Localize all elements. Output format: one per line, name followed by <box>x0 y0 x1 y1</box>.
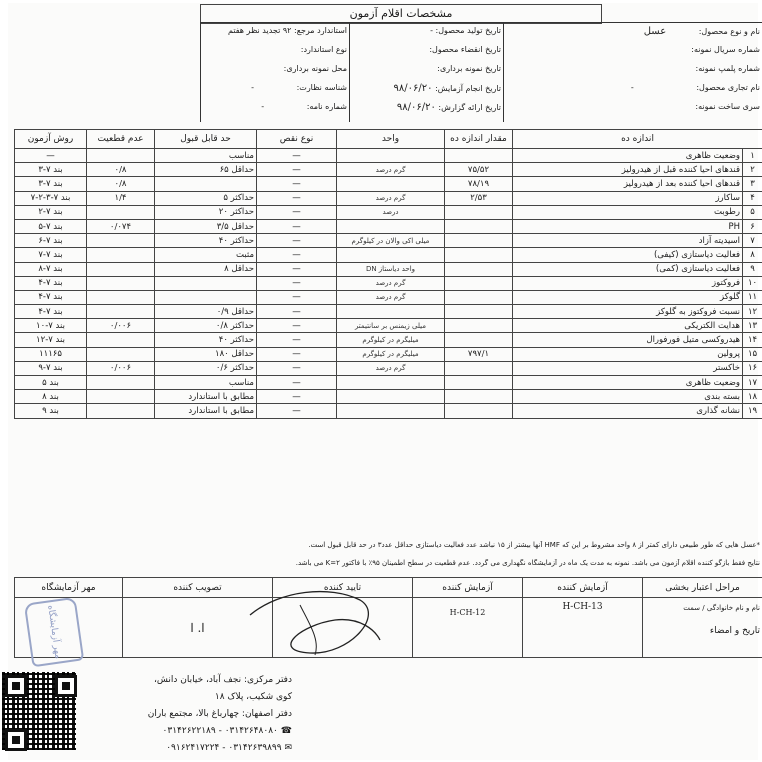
table-row <box>15 333 762 347</box>
row-index: ۱۱ <box>743 290 762 304</box>
row-unit <box>337 219 445 233</box>
header-defect: نوع نقص <box>257 130 337 149</box>
row-parameter-name: گلوکز <box>513 290 743 304</box>
row-parameter-name: قندهای احیا کننده قبل از هیدرولیز <box>513 163 743 177</box>
sig-tester-2-code: H-CH-12 <box>413 598 523 658</box>
info-left-border <box>200 22 201 122</box>
sig-row-label: نام و نام خانوادگی / سمت <box>683 604 760 612</box>
row-unit <box>337 248 445 262</box>
row-acceptable-limit <box>155 177 257 191</box>
row-uncertainty: ۰/۸ <box>87 163 155 177</box>
row-test-method: بند ۷-۴ <box>15 305 87 319</box>
row-unit: میلیگرم در کیلوگرم <box>337 333 445 347</box>
table-row <box>15 390 762 404</box>
note-line-2: نتایج فقط بازگو کننده اقلام آزمون می باشد. نمونه به مدت یک ماه در آزمایشگاه نگهداری می گردد. عدم قطعیت در سطح اطمینان ۹۵٪ با فاکتور K=۲ می باشد. <box>295 559 760 567</box>
info-item: تاریخ نمونه برداری: <box>437 64 501 73</box>
row-test-method: بند ۷-۷ <box>15 248 87 262</box>
table-row <box>15 290 762 304</box>
table-row <box>15 262 762 276</box>
fax-icon: ✉ <box>284 743 292 753</box>
row-test-method: بند ۹ <box>15 404 87 418</box>
header-name: اندازه ده <box>513 130 762 149</box>
sig-stage-cell <box>643 598 762 658</box>
row-uncertainty <box>87 333 155 347</box>
sig-tester-1-code: H-CH-13 <box>523 598 643 658</box>
row-index: ۱۳ <box>743 319 762 333</box>
row-test-method: بند ۸ <box>15 390 87 404</box>
row-measured-value <box>445 333 513 347</box>
row-uncertainty <box>87 234 155 248</box>
info-item: نام و نوع محصول: عسل <box>643 26 760 37</box>
info-item: شناسه نظارت: - <box>251 83 347 92</box>
row-index: ۱۹ <box>743 404 762 418</box>
row-measured-value: ۷۹۷/۱ <box>445 347 513 361</box>
row-defect-type: — <box>257 205 337 219</box>
row-uncertainty: ۰/۰۷۴ <box>87 219 155 233</box>
info-divider-mid <box>349 22 350 122</box>
row-index: ۱۴ <box>743 333 762 347</box>
row-defect-type: — <box>257 262 337 276</box>
row-measured-value <box>445 361 513 375</box>
row-parameter-name: فعالیت دیاستازی (کمی) <box>513 262 743 276</box>
row-index: ۱ <box>743 149 762 163</box>
row-acceptable-limit: مناسب <box>155 149 257 163</box>
header-method: روش آزمون <box>15 130 87 149</box>
row-test-method: بند ۷-۱۰ <box>15 319 87 333</box>
row-defect-type: — <box>257 305 337 319</box>
row-test-method: بند ۷-۲ <box>15 205 87 219</box>
row-uncertainty <box>87 290 155 304</box>
row-defect-type: — <box>257 149 337 163</box>
page-title: مشخصات اقلام آزمون <box>200 4 602 24</box>
row-defect-type: — <box>257 361 337 375</box>
sig-header-tester-1: آزمایش کننده <box>523 578 643 598</box>
row-acceptable-limit: حداقل ۶۵ <box>155 163 257 177</box>
info-col-left <box>202 26 347 121</box>
row-acceptable-limit: مطابق با استاندارد <box>155 390 257 404</box>
row-unit: میلیگرم در کیلوگرم <box>337 347 445 361</box>
table-row <box>15 177 762 191</box>
table-row <box>15 205 762 219</box>
info-item: محل نمونه برداری: <box>283 64 347 73</box>
row-measured-value: ۷۸/۱۹ <box>445 177 513 191</box>
row-test-method: ۱۱۱۶۵ <box>15 347 87 361</box>
row-measured-value: ۷۵/۵۲ <box>445 163 513 177</box>
info-item: شماره نامه: - <box>261 102 347 111</box>
lab-stamp <box>24 597 84 668</box>
row-acceptable-limit <box>155 290 257 304</box>
row-acceptable-limit: مثبت <box>155 248 257 262</box>
row-parameter-name: هیدروکسی متیل فورفورال <box>513 333 743 347</box>
footer-line-2: کوی شکیب، پلاک ۱۸ <box>214 692 292 702</box>
info-item: شماره پلمپ نمونه: <box>695 64 760 73</box>
info-item: شماره سریال نمونه: <box>691 45 760 54</box>
row-defect-type: — <box>257 404 337 418</box>
row-measured-value: ۲/۵۳ <box>445 191 513 205</box>
sig-header-stage: مراحل اعتبار بخشی <box>643 578 762 598</box>
sig-header-approver: تصویب کننده <box>123 578 273 598</box>
row-measured-value <box>445 404 513 418</box>
row-unit <box>337 404 445 418</box>
row-acceptable-limit <box>155 276 257 290</box>
row-test-method: بند ۷-۳ <box>15 177 87 191</box>
row-uncertainty <box>87 390 155 404</box>
info-item: تاریخ انجام آزمایش: ۹۸/۰۶/۲۰ <box>393 83 501 94</box>
row-defect-type: — <box>257 191 337 205</box>
row-test-method: بند ۷-۳-۲-۷ <box>15 191 87 205</box>
row-parameter-name: فعالیت دیاستازی (کیفی) <box>513 248 743 262</box>
row-index: ۱۸ <box>743 390 762 404</box>
row-acceptable-limit: حداکثر ۲۰ <box>155 205 257 219</box>
info-item: تاریخ ارائه گزارش: ۹۸/۰۶/۲۰ <box>396 102 501 113</box>
row-test-method: — <box>15 149 87 163</box>
table-row <box>15 163 762 177</box>
lab-stamp-text: مهر آزمایشگاه <box>45 604 63 660</box>
row-unit: گرم درصد <box>337 191 445 205</box>
row-test-method: بند ۷-۹ <box>15 361 87 375</box>
row-measured-value <box>445 234 513 248</box>
row-unit: میلی اکی والان در کیلوگرم <box>337 234 445 248</box>
row-parameter-name: هدایت الکتریکی <box>513 319 743 333</box>
sig-header-tester-2: آزمایش کننده <box>413 578 523 598</box>
row-defect-type: — <box>257 347 337 361</box>
row-test-method: بند ۷-۸ <box>15 262 87 276</box>
sig-header-stamp: مهر آزمایشگاه <box>15 578 123 598</box>
row-unit <box>337 149 445 163</box>
row-index: ۷ <box>743 234 762 248</box>
row-defect-type: — <box>257 319 337 333</box>
info-col-right <box>505 26 760 121</box>
row-defect-type: — <box>257 177 337 191</box>
table-row <box>15 319 762 333</box>
table-row <box>15 149 762 163</box>
row-index: ۳ <box>743 177 762 191</box>
row-uncertainty: ۱/۴ <box>87 191 155 205</box>
row-measured-value <box>445 262 513 276</box>
row-test-method: بند ۷-۱۲ <box>15 333 87 347</box>
row-unit: گرم درصد <box>337 290 445 304</box>
row-uncertainty <box>87 376 155 390</box>
table-row <box>15 248 762 262</box>
row-parameter-name: بسته بندی <box>513 390 743 404</box>
footer-phone-2: ✉ ۰۳۱۴۲۶۳۹۸۹۹ - ۰۹۱۶۲۴۱۷۲۲۴ <box>166 743 292 753</box>
row-acceptable-limit: حداقل ۳/۵ <box>155 219 257 233</box>
row-index: ۱۶ <box>743 361 762 375</box>
info-item: تاریخ تولید محصول: - <box>430 26 501 35</box>
row-defect-type: — <box>257 163 337 177</box>
row-uncertainty: ۰/۰۰۶ <box>87 319 155 333</box>
info-item: نوع استاندارد: <box>300 45 347 54</box>
row-acceptable-limit: حداکثر ۰/۸ <box>155 319 257 333</box>
table-row <box>15 276 762 290</box>
row-unit: گرم درصد <box>337 163 445 177</box>
row-test-method: بند ۷-۴ <box>15 276 87 290</box>
row-index: ۱۰ <box>743 276 762 290</box>
row-index: ۶ <box>743 219 762 233</box>
row-measured-value <box>445 205 513 219</box>
row-parameter-name: اسیدیته آزاد <box>513 234 743 248</box>
sig-approver-signature: ا. ا <box>123 598 273 658</box>
row-unit <box>337 390 445 404</box>
row-unit <box>337 305 445 319</box>
row-index: ۹ <box>743 262 762 276</box>
row-index: ۸ <box>743 248 762 262</box>
qr-code-icon <box>2 672 76 750</box>
table-row <box>15 404 762 418</box>
row-measured-value <box>445 390 513 404</box>
table-row <box>15 219 762 233</box>
row-parameter-name: رطوبت <box>513 205 743 219</box>
table-row <box>15 234 762 248</box>
row-acceptable-limit: حداقل ۸ <box>155 262 257 276</box>
row-defect-type: — <box>257 276 337 290</box>
table-row <box>15 361 762 375</box>
row-index: ۵ <box>743 205 762 219</box>
info-col-mid <box>351 26 501 121</box>
row-acceptable-limit: حداکثر ۴۰ <box>155 333 257 347</box>
row-parameter-name: ساکارز <box>513 191 743 205</box>
verifier-signature-scribble <box>240 585 390 660</box>
row-acceptable-limit: حداکثر ۵ <box>155 191 257 205</box>
row-measured-value <box>445 219 513 233</box>
test-results-table <box>14 129 762 419</box>
table-row <box>15 305 762 319</box>
row-unit <box>337 177 445 191</box>
row-measured-value <box>445 248 513 262</box>
row-uncertainty <box>87 205 155 219</box>
row-defect-type: — <box>257 333 337 347</box>
row-unit: واحد دیاستاز DN <box>337 262 445 276</box>
note-line-1: *عسل هایی که طور طبیعی دارای کمتر از ۸ واحد مشروط بر این که HMF آنها بیشتر از ۱۵ نباشد عدد فعالیت دیاستازی حداقل عدد۳ در حد قابل قبول است. <box>308 541 760 549</box>
header-uncertainty: عدم قطعیت <box>87 130 155 149</box>
row-index: ۲ <box>743 163 762 177</box>
row-test-method: بند ۷-۵ <box>15 219 87 233</box>
row-parameter-name: PH <box>513 219 743 233</box>
row-parameter-name: فروکتوز <box>513 276 743 290</box>
row-uncertainty: ۰/۸ <box>87 177 155 191</box>
row-index: ۱۷ <box>743 376 762 390</box>
row-measured-value <box>445 376 513 390</box>
row-test-method: بند ۵ <box>15 376 87 390</box>
info-item: استاندارد مرجع: ۹۲ تجدید نظر هفتم <box>228 26 347 35</box>
header-value: مقدار اندازه ده <box>445 130 513 149</box>
table-header-row <box>15 130 762 149</box>
row-index: ۱۵ <box>743 347 762 361</box>
row-unit: میلی زیمنس بر سانتیمتر <box>337 319 445 333</box>
info-item: تاریخ انقضاء محصول: <box>429 45 501 54</box>
table-row <box>15 376 762 390</box>
row-acceptable-limit: مناسب <box>155 376 257 390</box>
row-uncertainty <box>87 347 155 361</box>
info-top-border <box>200 22 762 23</box>
info-divider-right <box>503 22 504 122</box>
info-item: سری ساخت نمونه: <box>695 102 760 111</box>
footer-phone-1: ☎ ۰۳۱۴۲۶۴۸۰۸۰ - ۰۳۱۴۲۶۲۲۱۸۹ <box>162 726 292 736</box>
row-parameter-name: خاکستر <box>513 361 743 375</box>
row-uncertainty <box>87 404 155 418</box>
table-row <box>15 191 762 205</box>
row-uncertainty <box>87 305 155 319</box>
row-index: ۴ <box>743 191 762 205</box>
row-parameter-name: وضعیت ظاهری <box>513 149 743 163</box>
row-uncertainty <box>87 276 155 290</box>
row-acceptable-limit: مطابق با استاندارد <box>155 404 257 418</box>
row-test-method: بند ۷-۴ <box>15 290 87 304</box>
sig-date-label: تاریخ و امضاء <box>709 626 760 636</box>
row-parameter-name: نسبت فروکتوز به گلوکز <box>513 305 743 319</box>
row-test-method: بند ۷-۶ <box>15 234 87 248</box>
row-defect-type: — <box>257 219 337 233</box>
footer-line-3: دفتر اصفهان: چهارباغ بالا، مجتمع باران <box>147 709 292 719</box>
row-unit <box>337 376 445 390</box>
row-uncertainty: ۰/۰۰۶ <box>87 361 155 375</box>
row-measured-value <box>445 276 513 290</box>
row-measured-value <box>445 319 513 333</box>
row-unit: درصد <box>337 205 445 219</box>
sig-header-verifier: تایید کننده <box>273 578 413 598</box>
row-measured-value <box>445 149 513 163</box>
header-unit: واحد <box>337 130 445 149</box>
row-defect-type: — <box>257 390 337 404</box>
row-uncertainty <box>87 248 155 262</box>
row-acceptable-limit: حداقل ۰/۹ <box>155 305 257 319</box>
row-defect-type: — <box>257 248 337 262</box>
row-parameter-name: قندهای احیا کننده بعد از هیدرولیز <box>513 177 743 191</box>
row-measured-value <box>445 290 513 304</box>
row-parameter-name: نشانه گذاری <box>513 404 743 418</box>
row-unit: گرم درصد <box>337 276 445 290</box>
row-uncertainty <box>87 262 155 276</box>
info-item: نام تجاری محصول: - <box>630 83 760 92</box>
row-measured-value <box>445 305 513 319</box>
row-defect-type: — <box>257 234 337 248</box>
row-test-method: بند ۷-۳ <box>15 163 87 177</box>
footer-address <box>80 672 292 757</box>
row-index: ۱۲ <box>743 305 762 319</box>
row-uncertainty <box>87 149 155 163</box>
row-defect-type: — <box>257 290 337 304</box>
header-limit: حد قابل قبول <box>155 130 257 149</box>
phone-icon: ☎ <box>280 726 292 736</box>
row-parameter-name: پرولین <box>513 347 743 361</box>
row-acceptable-limit: حداکثر ۴۰ <box>155 234 257 248</box>
row-acceptable-limit: حداکثر ۰/۶ <box>155 361 257 375</box>
row-parameter-name: وضعیت ظاهری <box>513 376 743 390</box>
row-acceptable-limit: حداقل ۱۸۰ <box>155 347 257 361</box>
row-defect-type: — <box>257 376 337 390</box>
footer-line-1: دفتر مرکزی: نجف آباد، خیابان دانش، <box>154 675 292 685</box>
row-unit: گرم درصد <box>337 361 445 375</box>
table-row <box>15 347 762 361</box>
